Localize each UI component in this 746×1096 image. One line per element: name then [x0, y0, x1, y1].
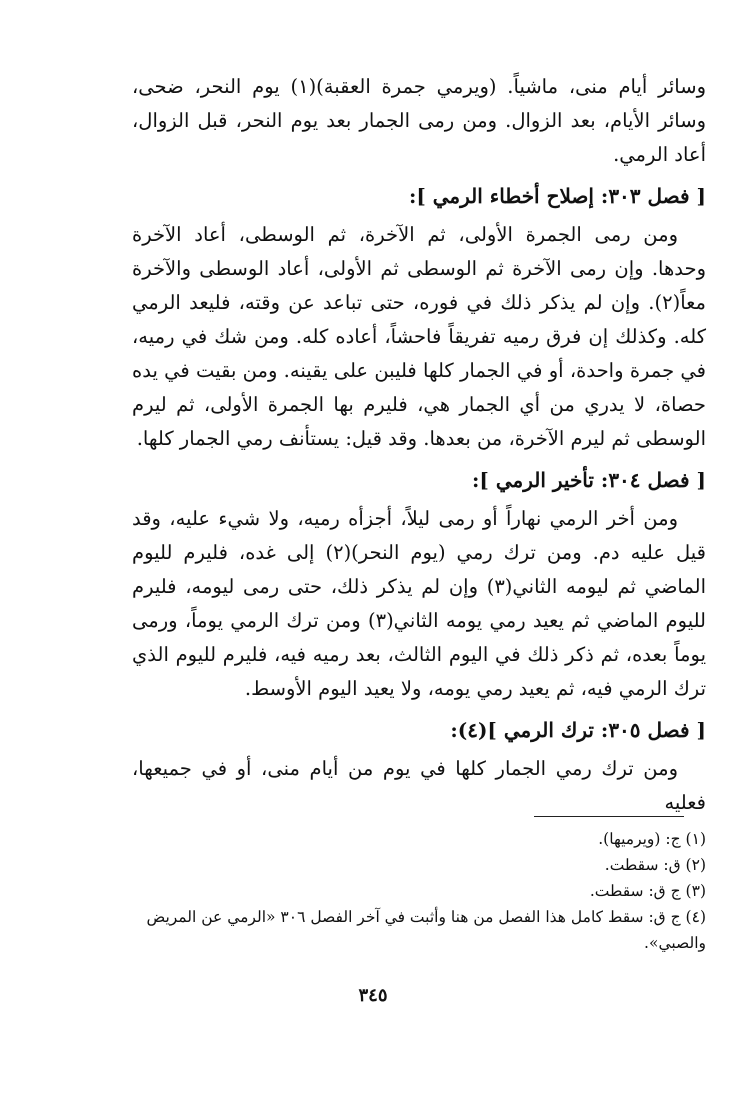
main-text [132, 70, 706, 820]
footnotes-section [132, 826, 706, 956]
footnote-1: (١) ج: (ويرميها). [598, 830, 706, 848]
page-number: ٣٤٥ [358, 985, 388, 1006]
footnote-4: (٤) ج ق: سقط كامل هذا الفصل من هنا وأثبت في آخر الفصل ٣٠٦ «الرمي عن المريض والصبي». [146, 908, 706, 952]
footnote-3: (٣) ج ق: سقطت. [589, 882, 706, 900]
section-heading-304: [ فصل ٣٠٤: تأخير الرمي ]: [472, 468, 706, 492]
paragraph-1: وسائر أيام منى، ماشياً. (ويرمي جمرة العقبة)(١) يوم النحر، ضحى، وسائر الأيام، بعد الزوال. ومن رمى الجمار بعد يوم النحر، قبل الزوال، أعاد الرمي. [132, 75, 706, 166]
footnote-divider [534, 816, 684, 817]
section-heading-303: [ فصل ٣٠٣: إصلاح أخطاء الرمي ]: [408, 184, 706, 208]
paragraph-3: ومن أخر الرمي نهاراً أو رمى ليلاً، أجزأه رميه، ولا شيء عليه، وقد قيل عليه دم. ومن ترك رمي (يوم النحر)(٢) إلى غده، فليرم لليوم الماضي ثم ليومه الثاني(٣) وإن لم يذكر ذلك، حتى رمى ليومه، فليرم لليوم الماضي ثم يعيد رمي يومه الثاني(٣) ومن ترك الرمي يوماً، ورمى يوماً بعده، ثم ذكر ذلك في اليوم الثالث، بعد رميه فيه، فليرم لليوم الذي ترك الرمي فيه، ثم يعيد رمي يومه، ولا يعيد اليوم الأوسط. [132, 507, 706, 700]
section-heading-305: [ فصل ٣٠٥: ترك الرمي ](٤): [450, 718, 706, 742]
paragraph-4: ومن ترك رمي الجمار كلها في يوم من أيام منى، أو في جميعها، فعليه [132, 757, 706, 814]
footnote-2: (٢) ق: سقطت. [604, 856, 706, 874]
paragraph-2: ومن رمى الجمرة الأولى، ثم الآخرة، ثم الوسطى، أعاد الآخرة وحدها. وإن رمى الآخرة ثم الوسطى ثم الأولى، أعاد الوسطى والآخرة معاً(٢). وإن لم يذكر ذلك في فوره، حتى تباعد عن وقته، فليعد الرمي كله. وكذلك إن فرق رميه تفريقاً فاحشاً، أعاده كله. ومن شك في رميه، في جمرة واحدة، أو في الجمار كلها فليبن على يقينه. ومن بقيت في يده حصاة، لا يدري من أي الجمار هي، فليرم بها الجمرة الأولى، ثم ليرم الوسطى ثم ليرم الآخرة، من بعدها. وقد قيل: يستأنف رمي الجمار كلها. [132, 223, 706, 450]
